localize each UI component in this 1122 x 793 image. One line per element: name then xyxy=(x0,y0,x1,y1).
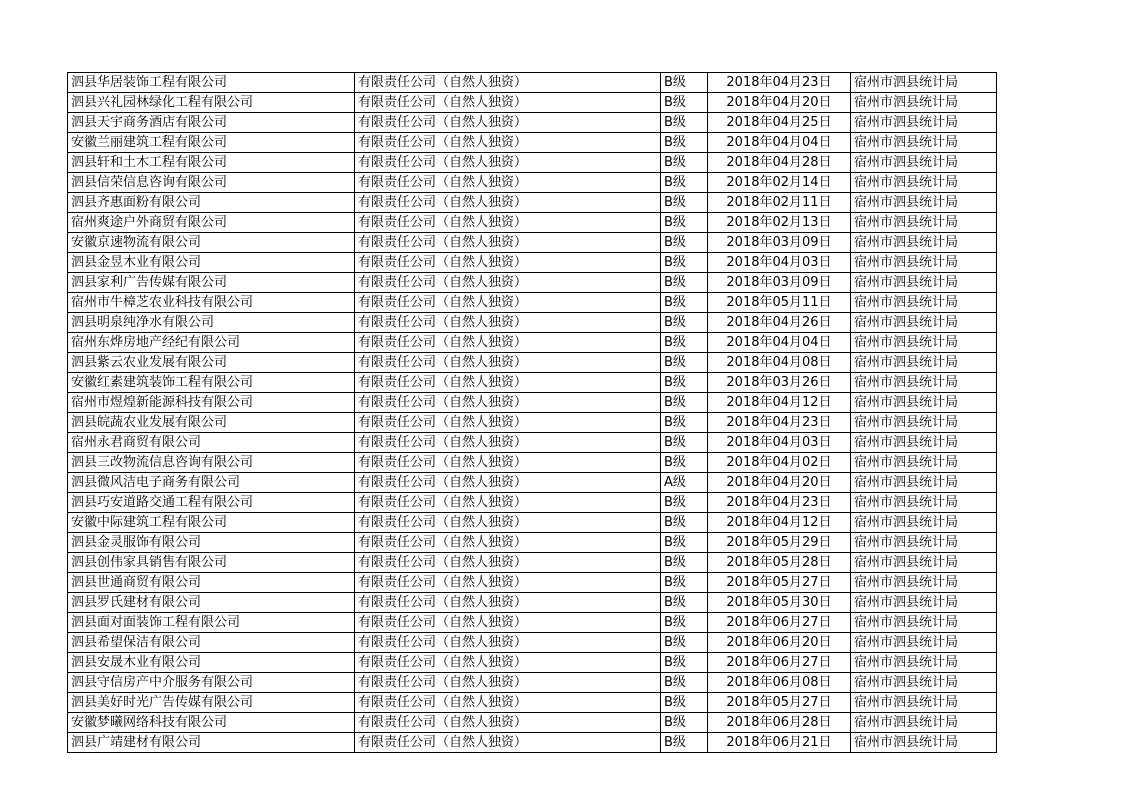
authority-cell: 宿州市泗县统计局 xyxy=(851,533,997,553)
rating-date-cell: 2018年04月26日 xyxy=(708,313,851,333)
credit-grade-cell: B级 xyxy=(661,313,708,333)
authority-cell: 宿州市泗县统计局 xyxy=(851,713,997,733)
company-name-cell: 宿州永君商贸有限公司 xyxy=(68,433,355,453)
rating-date-cell: 2018年04月03日 xyxy=(708,433,851,453)
company-type-cell: 有限责任公司（自然人独资） xyxy=(355,373,661,393)
table-row xyxy=(68,733,997,753)
company-name-cell: 泗县广靖建材有限公司 xyxy=(68,733,355,753)
rating-date-cell: 2018年03月09日 xyxy=(708,273,851,293)
rating-date-cell: 2018年06月20日 xyxy=(708,633,851,653)
table-row xyxy=(68,673,997,693)
company-type-cell: 有限责任公司（自然人独资） xyxy=(355,573,661,593)
credit-grade-cell: B级 xyxy=(661,333,708,353)
authority-cell: 宿州市泗县统计局 xyxy=(851,513,997,533)
table-row xyxy=(68,653,997,673)
company-name-cell: 泗县面对面装饰工程有限公司 xyxy=(68,613,355,633)
table-row xyxy=(68,633,997,653)
authority-cell: 宿州市泗县统计局 xyxy=(851,313,997,333)
company-rating-table xyxy=(67,72,997,753)
table-row xyxy=(68,553,997,573)
credit-grade-cell: B级 xyxy=(661,273,708,293)
company-name-cell: 安徽中际建筑工程有限公司 xyxy=(68,513,355,533)
company-name-cell: 宿州市煜煌新能源科技有限公司 xyxy=(68,393,355,413)
credit-grade-cell: B级 xyxy=(661,653,708,673)
company-type-cell: 有限责任公司（自然人独资） xyxy=(355,413,661,433)
company-name-cell: 泗县巧安道路交通工程有限公司 xyxy=(68,493,355,513)
table-row xyxy=(68,193,997,213)
authority-cell: 宿州市泗县统计局 xyxy=(851,693,997,713)
company-name-cell: 泗县创伟家具销售有限公司 xyxy=(68,553,355,573)
authority-cell: 宿州市泗县统计局 xyxy=(851,553,997,573)
company-name-cell: 泗县美好时光广告传媒有限公司 xyxy=(68,693,355,713)
rating-date-cell: 2018年06月28日 xyxy=(708,713,851,733)
authority-cell: 宿州市泗县统计局 xyxy=(851,93,997,113)
company-type-cell: 有限责任公司（自然人独资） xyxy=(355,173,661,193)
company-name-cell: 泗县明泉纯净水有限公司 xyxy=(68,313,355,333)
credit-grade-cell: B级 xyxy=(661,373,708,393)
company-name-cell: 泗县皖蔬农业发展有限公司 xyxy=(68,413,355,433)
table-row xyxy=(68,93,997,113)
credit-grade-cell: B级 xyxy=(661,213,708,233)
company-type-cell: 有限责任公司（自然人独资） xyxy=(355,93,661,113)
credit-grade-cell: B级 xyxy=(661,453,708,473)
company-type-cell: 有限责任公司（自然人独资） xyxy=(355,673,661,693)
company-name-cell: 安徽梦曦网络科技有限公司 xyxy=(68,713,355,733)
credit-grade-cell: B级 xyxy=(661,513,708,533)
company-type-cell: 有限责任公司（自然人独资） xyxy=(355,473,661,493)
table-body xyxy=(68,73,997,753)
company-type-cell: 有限责任公司（自然人独资） xyxy=(355,313,661,333)
credit-grade-cell: B级 xyxy=(661,293,708,313)
company-name-cell: 泗县守信房产中介服务有限公司 xyxy=(68,673,355,693)
rating-date-cell: 2018年04月12日 xyxy=(708,513,851,533)
authority-cell: 宿州市泗县统计局 xyxy=(851,453,997,473)
table-row xyxy=(68,613,997,633)
rating-date-cell: 2018年06月08日 xyxy=(708,673,851,693)
authority-cell: 宿州市泗县统计局 xyxy=(851,633,997,653)
company-type-cell: 有限责任公司（自然人独资） xyxy=(355,653,661,673)
credit-grade-cell: B级 xyxy=(661,553,708,573)
company-type-cell: 有限责任公司（自然人独资） xyxy=(355,613,661,633)
company-type-cell: 有限责任公司（自然人独资） xyxy=(355,273,661,293)
credit-grade-cell: B级 xyxy=(661,413,708,433)
authority-cell: 宿州市泗县统计局 xyxy=(851,593,997,613)
credit-grade-cell: B级 xyxy=(661,633,708,653)
table-row xyxy=(68,153,997,173)
credit-grade-cell: B级 xyxy=(661,393,708,413)
credit-grade-cell: B级 xyxy=(661,253,708,273)
rating-date-cell: 2018年04月28日 xyxy=(708,153,851,173)
rating-date-cell: 2018年04月12日 xyxy=(708,393,851,413)
authority-cell: 宿州市泗县统计局 xyxy=(851,213,997,233)
rating-date-cell: 2018年05月11日 xyxy=(708,293,851,313)
rating-date-cell: 2018年02月13日 xyxy=(708,213,851,233)
credit-grade-cell: B级 xyxy=(661,613,708,633)
credit-grade-cell: B级 xyxy=(661,173,708,193)
authority-cell: 宿州市泗县统计局 xyxy=(851,493,997,513)
company-name-cell: 安徽京速物流有限公司 xyxy=(68,233,355,253)
authority-cell: 宿州市泗县统计局 xyxy=(851,653,997,673)
company-type-cell: 有限责任公司（自然人独资） xyxy=(355,233,661,253)
rating-date-cell: 2018年05月29日 xyxy=(708,533,851,553)
company-type-cell: 有限责任公司（自然人独资） xyxy=(355,73,661,93)
company-name-cell: 安徽红素建筑装饰工程有限公司 xyxy=(68,373,355,393)
rating-date-cell: 2018年03月26日 xyxy=(708,373,851,393)
credit-grade-cell: B级 xyxy=(661,193,708,213)
company-type-cell: 有限责任公司（自然人独资） xyxy=(355,193,661,213)
company-name-cell: 泗县轩和土木工程有限公司 xyxy=(68,153,355,173)
table-row xyxy=(68,713,997,733)
credit-grade-cell: B级 xyxy=(661,353,708,373)
company-name-cell: 泗县家利广告传媒有限公司 xyxy=(68,273,355,293)
company-name-cell: 宿州东烨房地产经纪有限公司 xyxy=(68,333,355,353)
rating-date-cell: 2018年06月21日 xyxy=(708,733,851,753)
authority-cell: 宿州市泗县统计局 xyxy=(851,173,997,193)
company-name-cell: 泗县华居装饰工程有限公司 xyxy=(68,73,355,93)
rating-date-cell: 2018年05月27日 xyxy=(708,693,851,713)
company-type-cell: 有限责任公司（自然人独资） xyxy=(355,733,661,753)
rating-date-cell: 2018年02月11日 xyxy=(708,193,851,213)
company-name-cell: 泗县天宇商务酒店有限公司 xyxy=(68,113,355,133)
rating-date-cell: 2018年04月08日 xyxy=(708,353,851,373)
rating-date-cell: 2018年04月25日 xyxy=(708,113,851,133)
credit-grade-cell: B级 xyxy=(661,113,708,133)
table-row xyxy=(68,113,997,133)
authority-cell: 宿州市泗县统计局 xyxy=(851,733,997,753)
credit-grade-cell: B级 xyxy=(661,233,708,253)
company-type-cell: 有限责任公司（自然人独资） xyxy=(355,293,661,313)
table-row xyxy=(68,313,997,333)
rating-date-cell: 2018年05月27日 xyxy=(708,573,851,593)
authority-cell: 宿州市泗县统计局 xyxy=(851,573,997,593)
table-row xyxy=(68,453,997,473)
company-type-cell: 有限责任公司（自然人独资） xyxy=(355,493,661,513)
rating-date-cell: 2018年04月23日 xyxy=(708,73,851,93)
credit-grade-cell: B级 xyxy=(661,93,708,113)
company-name-cell: 泗县世通商贸有限公司 xyxy=(68,573,355,593)
table-row xyxy=(68,273,997,293)
authority-cell: 宿州市泗县统计局 xyxy=(851,73,997,93)
authority-cell: 宿州市泗县统计局 xyxy=(851,253,997,273)
company-name-cell: 泗县兴礼园林绿化工程有限公司 xyxy=(68,93,355,113)
table-row xyxy=(68,573,997,593)
table-row xyxy=(68,413,997,433)
table-row xyxy=(68,293,997,313)
rating-date-cell: 2018年04月20日 xyxy=(708,473,851,493)
authority-cell: 宿州市泗县统计局 xyxy=(851,473,997,493)
company-type-cell: 有限责任公司（自然人独资） xyxy=(355,633,661,653)
company-name-cell: 泗县信荣信息咨询有限公司 xyxy=(68,173,355,193)
authority-cell: 宿州市泗县统计局 xyxy=(851,353,997,373)
company-type-cell: 有限责任公司（自然人独资） xyxy=(355,333,661,353)
company-name-cell: 泗县罗氏建材有限公司 xyxy=(68,593,355,613)
authority-cell: 宿州市泗县统计局 xyxy=(851,293,997,313)
company-type-cell: 有限责任公司（自然人独资） xyxy=(355,353,661,373)
credit-grade-cell: B级 xyxy=(661,693,708,713)
authority-cell: 宿州市泗县统计局 xyxy=(851,413,997,433)
authority-cell: 宿州市泗县统计局 xyxy=(851,673,997,693)
credit-grade-cell: B级 xyxy=(661,593,708,613)
credit-grade-cell: B级 xyxy=(661,73,708,93)
authority-cell: 宿州市泗县统计局 xyxy=(851,393,997,413)
table-row xyxy=(68,493,997,513)
company-name-cell: 泗县希望保洁有限公司 xyxy=(68,633,355,653)
authority-cell: 宿州市泗县统计局 xyxy=(851,373,997,393)
credit-grade-cell: B级 xyxy=(661,153,708,173)
company-type-cell: 有限责任公司（自然人独资） xyxy=(355,253,661,273)
company-name-cell: 泗县微风洁电子商务有限公司 xyxy=(68,473,355,493)
authority-cell: 宿州市泗县统计局 xyxy=(851,233,997,253)
company-type-cell: 有限责任公司（自然人独资） xyxy=(355,553,661,573)
rating-date-cell: 2018年04月23日 xyxy=(708,493,851,513)
authority-cell: 宿州市泗县统计局 xyxy=(851,613,997,633)
table-row xyxy=(68,173,997,193)
rating-date-cell: 2018年03月09日 xyxy=(708,233,851,253)
company-type-cell: 有限责任公司（自然人独资） xyxy=(355,593,661,613)
authority-cell: 宿州市泗县统计局 xyxy=(851,193,997,213)
credit-grade-cell: B级 xyxy=(661,133,708,153)
company-name-cell: 泗县金灵服饰有限公司 xyxy=(68,533,355,553)
table-row xyxy=(68,533,997,553)
table-row xyxy=(68,333,997,353)
company-name-cell: 宿州爽途户外商贸有限公司 xyxy=(68,213,355,233)
company-type-cell: 有限责任公司（自然人独资） xyxy=(355,133,661,153)
rating-date-cell: 2018年05月28日 xyxy=(708,553,851,573)
table-row xyxy=(68,73,997,93)
table-row xyxy=(68,693,997,713)
company-name-cell: 安徽兰丽建筑工程有限公司 xyxy=(68,133,355,153)
company-type-cell: 有限责任公司（自然人独资） xyxy=(355,713,661,733)
company-name-cell: 泗县安晟木业有限公司 xyxy=(68,653,355,673)
company-type-cell: 有限责任公司（自然人独资） xyxy=(355,153,661,173)
authority-cell: 宿州市泗县统计局 xyxy=(851,153,997,173)
table-row xyxy=(68,213,997,233)
rating-date-cell: 2018年06月27日 xyxy=(708,653,851,673)
rating-date-cell: 2018年04月02日 xyxy=(708,453,851,473)
rating-date-cell: 2018年06月27日 xyxy=(708,613,851,633)
credit-grade-cell: B级 xyxy=(661,713,708,733)
authority-cell: 宿州市泗县统计局 xyxy=(851,273,997,293)
table-row xyxy=(68,513,997,533)
authority-cell: 宿州市泗县统计局 xyxy=(851,433,997,453)
company-type-cell: 有限责任公司（自然人独资） xyxy=(355,693,661,713)
table-row xyxy=(68,253,997,273)
table-row xyxy=(68,133,997,153)
table-row xyxy=(68,373,997,393)
company-type-cell: 有限责任公司（自然人独资） xyxy=(355,433,661,453)
rating-date-cell: 2018年05月30日 xyxy=(708,593,851,613)
authority-cell: 宿州市泗县统计局 xyxy=(851,133,997,153)
credit-grade-cell: B级 xyxy=(661,673,708,693)
rating-date-cell: 2018年02月14日 xyxy=(708,173,851,193)
company-type-cell: 有限责任公司（自然人独资） xyxy=(355,213,661,233)
table-row xyxy=(68,593,997,613)
company-name-cell: 宿州市牛樟芝农业科技有限公司 xyxy=(68,293,355,313)
company-type-cell: 有限责任公司（自然人独资） xyxy=(355,513,661,533)
table-row xyxy=(68,233,997,253)
company-type-cell: 有限责任公司（自然人独资） xyxy=(355,533,661,553)
rating-date-cell: 2018年04月20日 xyxy=(708,93,851,113)
table-row xyxy=(68,393,997,413)
company-type-cell: 有限责任公司（自然人独资） xyxy=(355,113,661,133)
company-name-cell: 泗县三改物流信息咨询有限公司 xyxy=(68,453,355,473)
credit-grade-cell: A级 xyxy=(661,473,708,493)
credit-grade-cell: B级 xyxy=(661,733,708,753)
company-name-cell: 泗县金昱木业有限公司 xyxy=(68,253,355,273)
rating-date-cell: 2018年04月03日 xyxy=(708,253,851,273)
table-row xyxy=(68,353,997,373)
company-type-cell: 有限责任公司（自然人独资） xyxy=(355,393,661,413)
table-row xyxy=(68,433,997,453)
rating-date-cell: 2018年04月04日 xyxy=(708,333,851,353)
table-row xyxy=(68,473,997,493)
credit-grade-cell: B级 xyxy=(661,573,708,593)
credit-grade-cell: B级 xyxy=(661,493,708,513)
company-type-cell: 有限责任公司（自然人独资） xyxy=(355,453,661,473)
credit-grade-cell: B级 xyxy=(661,433,708,453)
authority-cell: 宿州市泗县统计局 xyxy=(851,333,997,353)
rating-date-cell: 2018年04月23日 xyxy=(708,413,851,433)
company-name-cell: 泗县紫云农业发展有限公司 xyxy=(68,353,355,373)
credit-grade-cell: B级 xyxy=(661,533,708,553)
company-name-cell: 泗县齐惠面粉有限公司 xyxy=(68,193,355,213)
authority-cell: 宿州市泗县统计局 xyxy=(851,113,997,133)
rating-date-cell: 2018年04月04日 xyxy=(708,133,851,153)
